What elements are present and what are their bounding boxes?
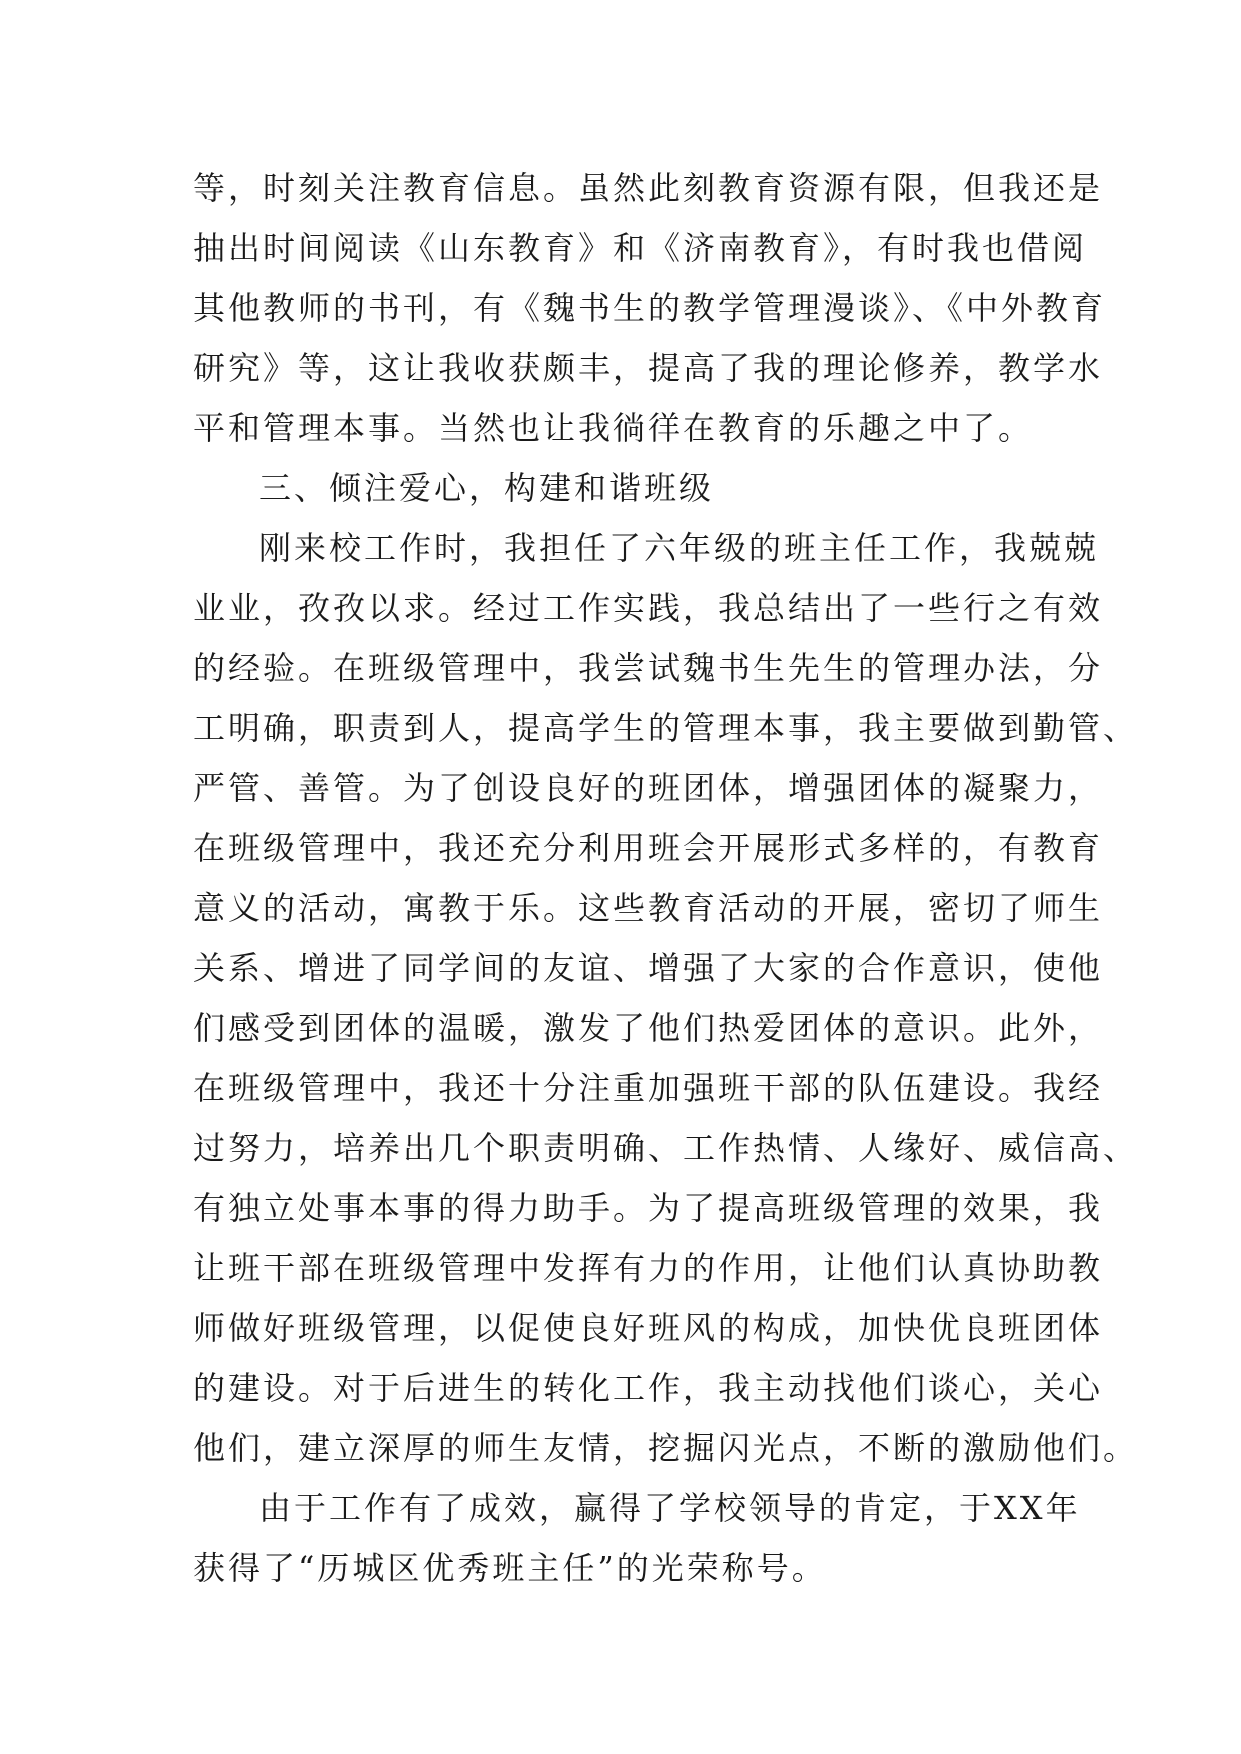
section-heading: 三、倾注爱心，构建和谐班级	[259, 469, 715, 507]
text-line: 有独立处事本事的得力助手。为了提高班级管理的效果，我	[193, 1189, 1104, 1227]
text-line: 的经验。在班级管理中，我尝试魏书生先生的管理办法，分	[193, 649, 1104, 687]
text-line: 工明确，职责到人，提高学生的管理本事，我主要做到勤管、	[193, 709, 1139, 747]
text-line: 师做好班级管理，以促使良好班风的构成，加快优良班团体	[193, 1309, 1104, 1347]
text-line: 获得了“历城区优秀班主任”的光荣称号。	[193, 1549, 827, 1587]
text-line: 平和管理本事。当然也让我徜徉在教育的乐趣之中了。	[193, 409, 1034, 447]
text-line: 他们，建立深厚的师生友情，挖掘闪光点，不断的激励他们。	[193, 1429, 1139, 1467]
text-line: 其他教师的书刊，有《魏书生的教学管理漫谈》、《中外教育	[193, 289, 1107, 327]
text-line: 们感受到团体的温暖，激发了他们热爱团体的意识。此外，	[193, 1009, 1104, 1047]
text-line: 的建设。对于后进生的转化工作，我主动找他们谈心，关心	[193, 1369, 1104, 1407]
text-line: 严管、善管。为了创设良好的班团体，增强团体的凝聚力，	[193, 769, 1104, 807]
text-line: 关系、增进了同学间的友谊、增强了大家的合作意识，使他	[193, 949, 1104, 987]
paragraph-start-line: 刚来校工作时，我担任了六年级的班主任工作，我兢兢	[259, 529, 1100, 567]
text-line: 研究》等，这让我收获颇丰，提高了我的理论修养，教学水	[193, 349, 1104, 387]
text-line: 抽出时间阅读《山东教育》和《济南教育》，有时我也借阅	[193, 229, 1088, 267]
text-line: 意义的活动，寓教于乐。这些教育活动的开展，密切了师生	[193, 889, 1104, 927]
text-line: 让班干部在班级管理中发挥有力的作用，让他们认真协助教	[193, 1249, 1104, 1287]
text-line: 业业，孜孜以求。经过工作实践，我总结出了一些行之有效	[193, 589, 1104, 627]
body-text	[193, 158, 1139, 1598]
text-line: 等，时刻关注教育信息。虽然此刻教育资源有限，但我还是	[193, 169, 1104, 207]
paragraph-start-line: 由于工作有了成效，赢得了学校领导的肯定，于XX年	[259, 1489, 1081, 1527]
text-line: 在班级管理中，我还充分利用班会开展形式多样的，有教育	[193, 829, 1104, 867]
text-line: 在班级管理中，我还十分注重加强班干部的队伍建设。我经	[193, 1069, 1104, 1107]
text-line: 过努力，培养出几个职责明确、工作热情、人缘好、威信高、	[193, 1129, 1139, 1167]
